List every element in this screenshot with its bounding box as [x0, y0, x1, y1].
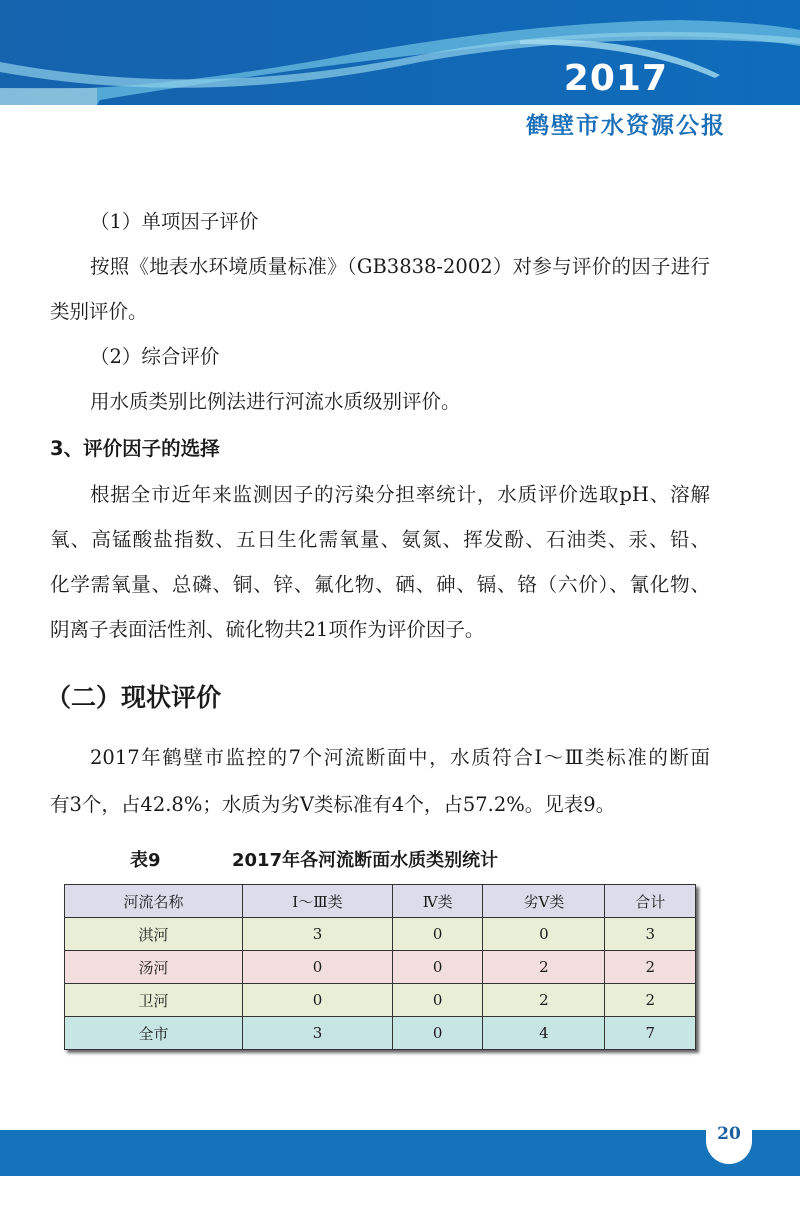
body-text-line: 氧、高锰酸盐指数、五日生化需氧量、氨氮、挥发酚、石油类、汞、铅、 [50, 528, 710, 551]
column-header: 劣Ⅴ类 [483, 885, 605, 918]
table-cell: 卫河 [65, 984, 243, 1017]
section-heading-status: （二）现状评价 [46, 683, 222, 712]
table-cell: 0 [392, 951, 482, 984]
table-cell: 3 [243, 1017, 393, 1050]
body-text-line: 根据全市近年来监测因子的污染分担率统计，水质评价选取pH、溶解 [90, 483, 710, 506]
table-cell: 0 [243, 984, 393, 1017]
table-row [65, 951, 696, 984]
column-header: Ⅳ类 [392, 885, 482, 918]
table-cell: 2 [483, 984, 605, 1017]
table-total-row [65, 1017, 696, 1050]
water-quality-table [64, 884, 696, 1050]
footer-band [0, 1130, 800, 1176]
publication-title: 鹤壁市水资源公报 [526, 113, 726, 139]
column-header: 河流名称 [65, 885, 243, 918]
section-heading-factor-selection: 3、评价因子的选择 [50, 437, 220, 460]
table-cell: 0 [243, 951, 393, 984]
table-row [65, 918, 696, 951]
table-header-row [65, 885, 696, 918]
table-cell: 淇河 [65, 918, 243, 951]
page-number: 20 [717, 1124, 741, 1144]
table-label: 表9 [130, 850, 161, 871]
body-text-line: 用水质类别比例法进行河流水质级别评价。 [90, 390, 461, 413]
column-header: 合计 [605, 885, 696, 918]
table-cell: 汤河 [65, 951, 243, 984]
table-cell: 0 [392, 1017, 482, 1050]
table-cell: 2 [605, 951, 696, 984]
table-cell: 3 [605, 918, 696, 951]
table-cell: 4 [483, 1017, 605, 1050]
table-cell: 0 [392, 984, 482, 1017]
table-cell: 7 [605, 1017, 696, 1050]
body-text-line: 类别评价。 [50, 300, 148, 323]
table-cell: 全市 [65, 1017, 243, 1050]
subheading-comprehensive: （2）综合评价 [90, 345, 220, 368]
table-cell: 2 [605, 984, 696, 1017]
table-row [65, 984, 696, 1017]
body-text-line: 2017年鹤壁市监控的7个河流断面中，水质符合Ⅰ～Ⅲ类标准的断面 [90, 746, 710, 769]
table-cell: 2 [483, 951, 605, 984]
table-cell: 0 [483, 918, 605, 951]
column-header: Ⅰ～Ⅲ类 [243, 885, 393, 918]
report-year: 2017 [563, 58, 668, 99]
body-text-line: 有3个，占42.8%；水质为劣Ⅴ类标准有4个，占57.2%。见表9。 [50, 793, 616, 816]
table-cell: 0 [392, 918, 482, 951]
body-text-line: 化学需氧量、总磷、铜、锌、氟化物、硒、砷、镉、铬（六价）、氰化物、 [50, 573, 710, 596]
body-text-line: 按照《地表水环境质量标准》（GB3838-2002）对参与评价的因子进行 [90, 255, 710, 278]
table-cell: 3 [243, 918, 393, 951]
table-title: 2017年各河流断面水质类别统计 [232, 850, 499, 871]
page-header [0, 0, 800, 160]
body-text-line: 阴离子表面活性剂、硫化物共21项作为评价因子。 [50, 618, 485, 641]
subheading-single-factor: （1）单项因子评价 [90, 210, 259, 233]
